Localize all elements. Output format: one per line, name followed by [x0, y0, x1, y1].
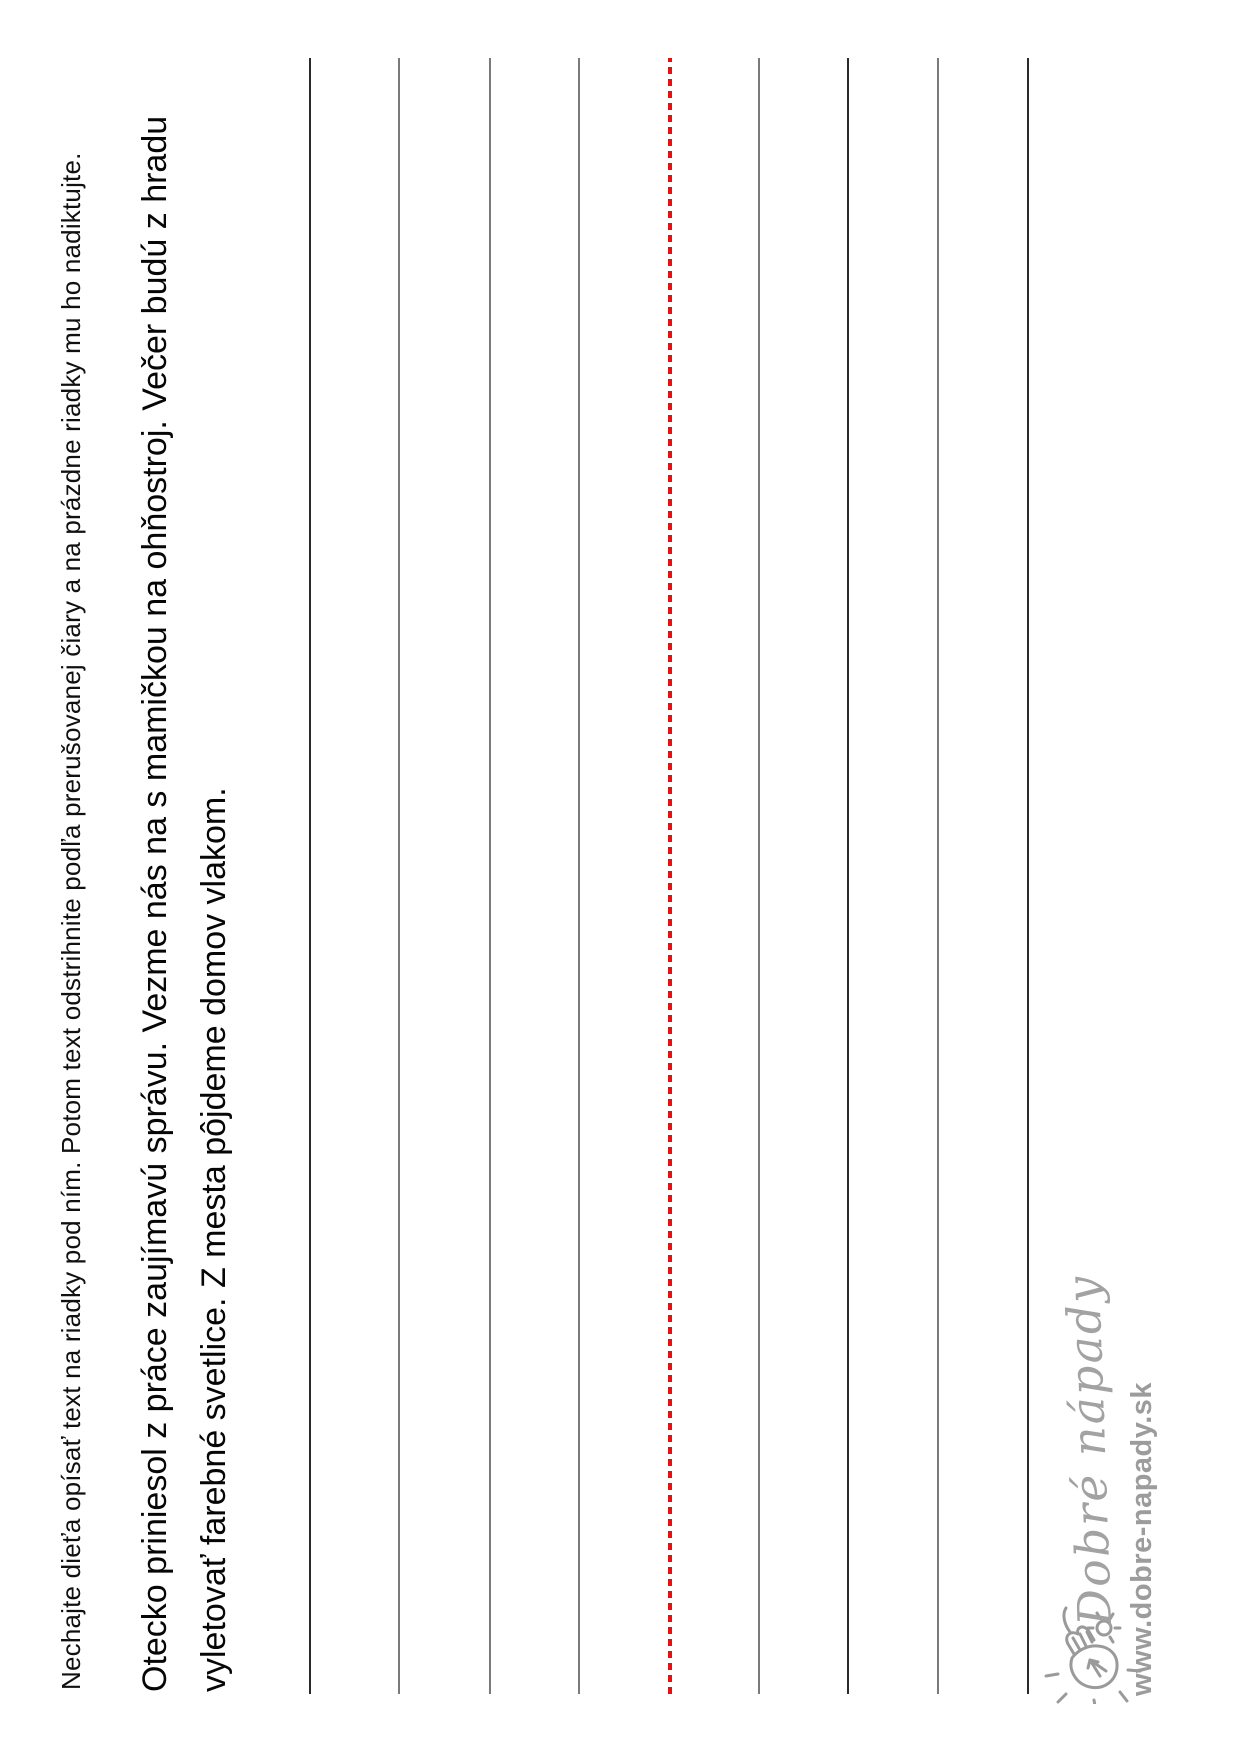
instruction-text: Nechajte dieťa opísať text na riadky pod ním. Potom text odstrihnite podľa prerušovanej čiary a na prázdne riadky mu ho nadiktujte. [56, 152, 86, 1690]
writing-line [309, 58, 311, 1694]
logo-url-text: www.dobre-napady.sk [1126, 1381, 1158, 1696]
writing-line [937, 58, 939, 1694]
writing-line [578, 58, 580, 1694]
story-line-1: Otecko priniesol z práce zaujímavú správu. Vezme nás na s mamičkou na ohňostroj. Večer budú z hradu [136, 115, 174, 1692]
writing-line [758, 58, 760, 1694]
writing-line [847, 58, 849, 1694]
story-line-2: vyletovať farebné svetlice. Z mesta pôjdeme domov vlakom. [195, 787, 233, 1692]
writing-line [398, 58, 400, 1694]
cut-line [668, 58, 672, 1694]
writing-line [1027, 58, 1029, 1694]
logo-brand-text: Dobré nápady [1055, 1273, 1123, 1627]
writing-line [489, 58, 491, 1694]
